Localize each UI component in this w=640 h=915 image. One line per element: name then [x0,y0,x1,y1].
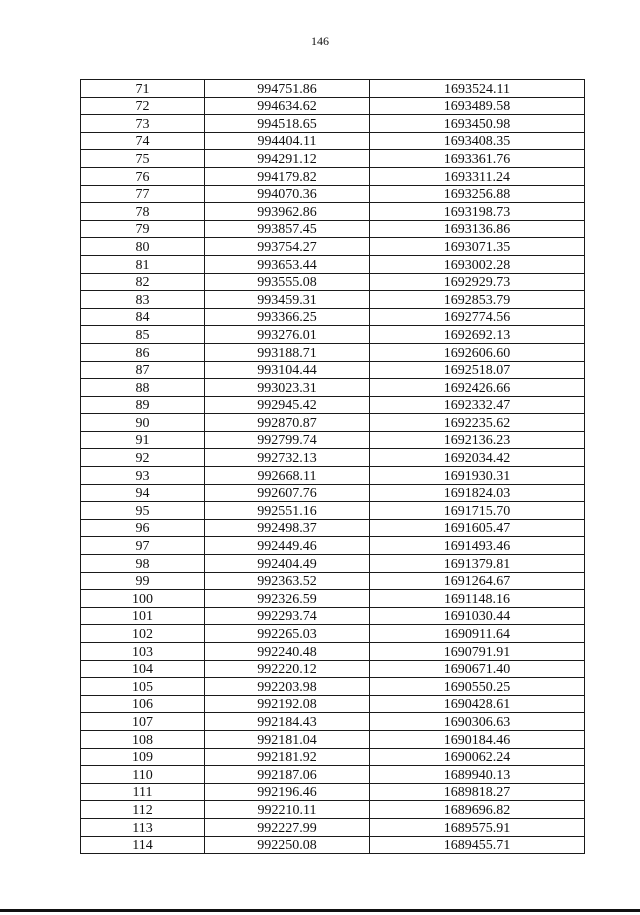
table-row [81,238,585,256]
y-coordinate-cell: 1693136.86 [370,220,585,238]
x-coordinate-cell: 994070.36 [205,185,370,203]
x-coordinate-cell: 993023.31 [205,379,370,397]
point-number-cell: 85 [81,326,205,344]
point-number-cell: 78 [81,203,205,221]
y-coordinate-cell: 1691605.47 [370,519,585,537]
point-number-cell: 112 [81,801,205,819]
y-coordinate-cell: 1692774.56 [370,308,585,326]
table-row [81,361,585,379]
x-coordinate-cell: 992607.76 [205,484,370,502]
x-coordinate-cell: 992250.08 [205,836,370,854]
x-coordinate-cell: 994518.65 [205,115,370,133]
y-coordinate-cell: 1692426.66 [370,379,585,397]
table-row [81,836,585,854]
table-row [81,502,585,520]
point-number-cell: 72 [81,97,205,115]
x-coordinate-cell: 993555.08 [205,273,370,291]
point-number-cell: 105 [81,678,205,696]
x-coordinate-cell: 993459.31 [205,291,370,309]
y-coordinate-cell: 1692606.60 [370,343,585,361]
table-row [81,484,585,502]
y-coordinate-cell: 1691715.70 [370,502,585,520]
table-row [81,343,585,361]
table-row [81,783,585,801]
point-number-cell: 86 [81,343,205,361]
y-coordinate-cell: 1689575.91 [370,818,585,836]
x-coordinate-cell: 992227.99 [205,818,370,836]
table-row [81,255,585,273]
table-row [81,414,585,432]
y-coordinate-cell: 1691148.16 [370,590,585,608]
coordinates-table-body [81,80,585,854]
table-row [81,203,585,221]
x-coordinate-cell: 992220.12 [205,660,370,678]
table-row [81,185,585,203]
x-coordinate-cell: 992732.13 [205,449,370,467]
table-row [81,730,585,748]
table-row [81,713,585,731]
y-coordinate-cell: 1692692.13 [370,326,585,344]
y-coordinate-cell: 1690791.91 [370,643,585,661]
y-coordinate-cell: 1690911.64 [370,625,585,643]
point-number-cell: 71 [81,80,205,98]
y-coordinate-cell: 1691493.46 [370,537,585,555]
point-number-cell: 88 [81,379,205,397]
x-coordinate-cell: 992293.74 [205,607,370,625]
x-coordinate-cell: 994404.11 [205,132,370,150]
x-coordinate-cell: 992181.92 [205,748,370,766]
point-number-cell: 102 [81,625,205,643]
table-row [81,660,585,678]
x-coordinate-cell: 992404.49 [205,555,370,573]
table-row [81,220,585,238]
point-number-cell: 106 [81,695,205,713]
point-number-cell: 75 [81,150,205,168]
x-coordinate-cell: 992184.43 [205,713,370,731]
y-coordinate-cell: 1689818.27 [370,783,585,801]
y-coordinate-cell: 1691379.81 [370,555,585,573]
point-number-cell: 96 [81,519,205,537]
bottom-rule [0,909,640,912]
coordinates-table [80,79,585,854]
y-coordinate-cell: 1690184.46 [370,730,585,748]
table-row [81,748,585,766]
point-number-cell: 90 [81,414,205,432]
y-coordinate-cell: 1690428.61 [370,695,585,713]
y-coordinate-cell: 1693071.35 [370,238,585,256]
x-coordinate-cell: 993366.25 [205,308,370,326]
table-row [81,695,585,713]
point-number-cell: 94 [81,484,205,502]
table-row [81,308,585,326]
point-number-cell: 99 [81,572,205,590]
x-coordinate-cell: 994179.82 [205,167,370,185]
x-coordinate-cell: 993653.44 [205,255,370,273]
y-coordinate-cell: 1692518.07 [370,361,585,379]
x-coordinate-cell: 992181.04 [205,730,370,748]
table-row [81,115,585,133]
point-number-cell: 107 [81,713,205,731]
point-number-cell: 79 [81,220,205,238]
x-coordinate-cell: 992945.42 [205,396,370,414]
table-row [81,643,585,661]
table-row [81,818,585,836]
table-row [81,273,585,291]
table-row [81,97,585,115]
point-number-cell: 84 [81,308,205,326]
table-row [81,625,585,643]
y-coordinate-cell: 1693361.76 [370,150,585,168]
point-number-cell: 113 [81,818,205,836]
x-coordinate-cell: 992196.46 [205,783,370,801]
point-number-cell: 92 [81,449,205,467]
y-coordinate-cell: 1693002.28 [370,255,585,273]
y-coordinate-cell: 1693450.98 [370,115,585,133]
table-row [81,537,585,555]
y-coordinate-cell: 1693408.35 [370,132,585,150]
point-number-cell: 111 [81,783,205,801]
point-number-cell: 91 [81,431,205,449]
table-row [81,801,585,819]
x-coordinate-cell: 992449.46 [205,537,370,555]
y-coordinate-cell: 1690550.25 [370,678,585,696]
point-number-cell: 80 [81,238,205,256]
table-row [81,396,585,414]
x-coordinate-cell: 992498.37 [205,519,370,537]
y-coordinate-cell: 1690671.40 [370,660,585,678]
table-row [81,572,585,590]
x-coordinate-cell: 992192.08 [205,695,370,713]
table-row [81,590,585,608]
x-coordinate-cell: 992240.48 [205,643,370,661]
table-row [81,150,585,168]
y-coordinate-cell: 1691930.31 [370,467,585,485]
y-coordinate-cell: 1691030.44 [370,607,585,625]
x-coordinate-cell: 992203.98 [205,678,370,696]
y-coordinate-cell: 1691824.03 [370,484,585,502]
x-coordinate-cell: 993962.86 [205,203,370,221]
table-row [81,519,585,537]
y-coordinate-cell: 1692853.79 [370,291,585,309]
point-number-cell: 109 [81,748,205,766]
y-coordinate-cell: 1692929.73 [370,273,585,291]
table-row [81,379,585,397]
y-coordinate-cell: 1692136.23 [370,431,585,449]
page-number: 146 [311,34,329,48]
x-coordinate-cell: 993754.27 [205,238,370,256]
point-number-cell: 82 [81,273,205,291]
x-coordinate-cell: 993857.45 [205,220,370,238]
x-coordinate-cell: 994751.86 [205,80,370,98]
table-row [81,132,585,150]
y-coordinate-cell: 1689455.71 [370,836,585,854]
y-coordinate-cell: 1693198.73 [370,203,585,221]
y-coordinate-cell: 1690306.63 [370,713,585,731]
x-coordinate-cell: 992187.06 [205,766,370,784]
point-number-cell: 87 [81,361,205,379]
table-row [81,555,585,573]
point-number-cell: 110 [81,766,205,784]
point-number-cell: 77 [81,185,205,203]
y-coordinate-cell: 1692235.62 [370,414,585,432]
table-row [81,449,585,467]
point-number-cell: 97 [81,537,205,555]
x-coordinate-cell: 994291.12 [205,150,370,168]
x-coordinate-cell: 994634.62 [205,97,370,115]
point-number-cell: 103 [81,643,205,661]
point-number-cell: 95 [81,502,205,520]
x-coordinate-cell: 992799.74 [205,431,370,449]
point-number-cell: 74 [81,132,205,150]
point-number-cell: 101 [81,607,205,625]
y-coordinate-cell: 1693489.58 [370,97,585,115]
x-coordinate-cell: 992668.11 [205,467,370,485]
point-number-cell: 108 [81,730,205,748]
y-coordinate-cell: 1693256.88 [370,185,585,203]
y-coordinate-cell: 1690062.24 [370,748,585,766]
x-coordinate-cell: 992210.11 [205,801,370,819]
y-coordinate-cell: 1693311.24 [370,167,585,185]
x-coordinate-cell: 992870.87 [205,414,370,432]
table-row [81,80,585,98]
point-number-cell: 73 [81,115,205,133]
point-number-cell: 114 [81,836,205,854]
table-row [81,167,585,185]
x-coordinate-cell: 993104.44 [205,361,370,379]
x-coordinate-cell: 993276.01 [205,326,370,344]
table-row [81,291,585,309]
table-row [81,467,585,485]
table-row [81,766,585,784]
y-coordinate-cell: 1693524.11 [370,80,585,98]
y-coordinate-cell: 1689696.82 [370,801,585,819]
y-coordinate-cell: 1692034.42 [370,449,585,467]
x-coordinate-cell: 992363.52 [205,572,370,590]
x-coordinate-cell: 993188.71 [205,343,370,361]
point-number-cell: 89 [81,396,205,414]
point-number-cell: 76 [81,167,205,185]
table-row [81,678,585,696]
x-coordinate-cell: 992551.16 [205,502,370,520]
y-coordinate-cell: 1689940.13 [370,766,585,784]
y-coordinate-cell: 1692332.47 [370,396,585,414]
y-coordinate-cell: 1691264.67 [370,572,585,590]
table-row [81,607,585,625]
point-number-cell: 100 [81,590,205,608]
point-number-cell: 104 [81,660,205,678]
point-number-cell: 93 [81,467,205,485]
table-row [81,326,585,344]
point-number-cell: 98 [81,555,205,573]
x-coordinate-cell: 992265.03 [205,625,370,643]
x-coordinate-cell: 992326.59 [205,590,370,608]
point-number-cell: 81 [81,255,205,273]
table-row [81,431,585,449]
point-number-cell: 83 [81,291,205,309]
